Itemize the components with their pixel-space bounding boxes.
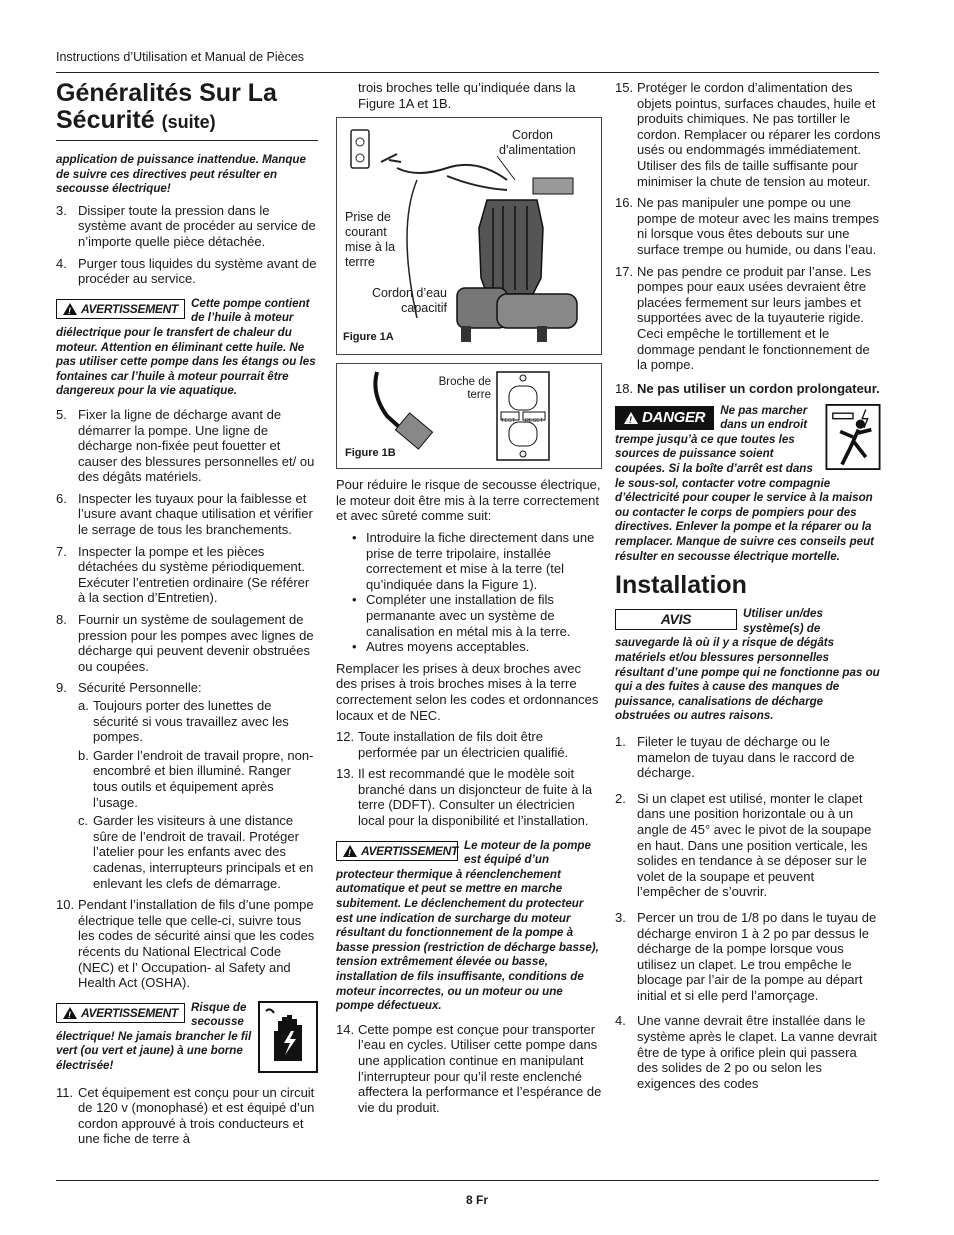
footer-rule xyxy=(56,1180,879,1181)
list-item: 6. Inspecter les tuyaux pour la faiblesse et l’usure avant chaque utilisation et vérifier le serrage de tous les branchements. xyxy=(56,490,313,538)
warning-triangle-icon xyxy=(624,412,638,424)
sublist-item: a. Toujours porter des lunettes de sécurité si vous travaillez avec les pompes. xyxy=(78,698,289,745)
warning-block-thermal: ! AVERTISSEMENT Le moteur de la pompe est équipé d’un protecteur thermique à réenclenchement automatique et peut se mettre en marche subitement. Le déclenchement du protecteur est une indication de surcharge du moteur résultant du fonctionnement de la pompe à basse pression (restriction de décharge basse), tension extrêmement élevée ou basse, installation de fils insuffisante, conditions de moteur incorrectes, ou un moteur ou une pompe défectueux. xyxy=(336,839,602,1014)
warning-triangle-icon xyxy=(63,1007,77,1019)
list-item: 3. Dissiper toute la pression dans le système avant de procéder au service de n’importe quelle pièce détachée. xyxy=(56,202,316,249)
list-item: 17. Ne pas pendre ce produit par l’anse. Les pompes pour eaux usées devraient être placées fermement sur leurs jambes et supportées avec de la tuyauterie rigide. Ceci empêche le tortillement et le dommage pendant le fonctionnement de la pompe. xyxy=(615,263,872,373)
warning-triangle-icon xyxy=(63,303,77,315)
running-header: Instructions d’Utilisation et Manual de Pièces xyxy=(56,50,305,64)
list-item: 4. Une vanne devrait être installée dans le système après le clapet. La vanne devrait être de type à orifice plein qui passera des solides de 2 po ou selon les exigences des codes xyxy=(615,1013,877,1091)
sublist-item: b. Garder l’endroit de travail propre, non-encombré et bien illuminé. Ranger tous outils et équipement après l’usage. xyxy=(78,747,314,810)
section-rule xyxy=(56,140,318,141)
list-item: 11. Cet équipement est conçu pour un circuit de 120 v (monophasé) et est équipé d’un cordon approuvé à trois conducteurs et une fiche de terre à xyxy=(56,1084,315,1147)
list-item: 15. Protéger le cordon d’alimentation des objets pointus, surfaces chaudes, huile et produits chimiques. Ne pas tortiller le cordon. Remplacer ou réparer les cordons usés ou endommagés immédiatement. Utiliser des fils de taille suffisante pour minimiser la chute de tension au moteur. xyxy=(615,80,881,189)
list-item: 16. Ne pas manipuler une pompe ou une pompe de moteur avec les mains trempes ni lorsque vous êtes debouts sur une surface trempe ou humide, ou dans l’eau. xyxy=(615,195,880,257)
section-heading: Généralités Sur La Sécurité (suite) xyxy=(56,79,277,134)
sublist-item: c. Garder les visiteurs à une distance sûre de l’endroit de travail. Protéger l’atelier pour les enfants avec des cadenas, interrupteurs principals et en enlevant les clefs de démarrage. xyxy=(78,813,314,891)
warning-badge: ! AVERTISSEMENT xyxy=(336,841,458,862)
list-item: 13. Il est recommandé que le modèle soit branché dans un disjoncteur de fuite à la terre (DDFT). Consulter un électricien local pour la disponibilité et l’installation. xyxy=(336,766,593,829)
avis-badge: AVIS xyxy=(615,609,737,630)
list-item: 14. Cette pompe est conçue pour transporter l’eau en cycles. Utiliser cette pompe dans une application continue en manipulant l’interrupteur pour qu’il reste enclenché affectera la performance et l’espérance de vie du produit. xyxy=(336,1021,602,1115)
warning-block-oil: ! AVERTISSEMENT Cette pompe contient de l’huile à moteur diélectrique pour le transfert de chaleur du moteur. Attention en éliminant cette huile. Ne pas utiliser cette pompe dans les étangs ou les fontaines car l’huile à moteur pourrait être dangereux pour la vie aquatique. xyxy=(56,297,318,399)
installation-list xyxy=(615,734,881,1091)
label-prise: Prise de courant mise à la terrre xyxy=(345,210,396,270)
list-item: 9. Sécurité Personnelle: a. Toujours porter des lunettes de sécurité si vous travaillez avec les pompes. b. Garder l’endroit de travail propre, non-encombré et bien illuminé. Ranger tous outils et équipement après l’usage. c. Garder les visiteurs à une distance sûre de l’endroit de travail. Protéger l’atelier pour les enfants avec des cadenas, interrupteurs principals et en enlevant les clefs de démarrage. xyxy=(56,680,318,891)
figure-1b xyxy=(336,363,602,469)
label-capacitif: Cordon d’eau capacitif xyxy=(371,286,447,316)
figure-1a-caption: Figure 1A xyxy=(343,331,394,344)
list-item: 7. Inspecter la pompe et les pièces détachées du système périodiquement. Exécuter l’entretien ordinaire (Se référer à la section d’Entretien). xyxy=(56,543,310,606)
warning-block-shock: ! AVERTISSEMENT Risque de secousse électrique! Ne jamais brancher le fil vert (ou vert et jaune) à une borne électrisée! xyxy=(56,1001,318,1077)
grounding-bullets xyxy=(336,530,602,655)
reset-label: RESET xyxy=(525,418,544,425)
label-cordon: Cordon d'alimentation xyxy=(499,128,576,158)
list-item: 18. Ne pas utiliser un cordon prolongateur. xyxy=(615,380,880,396)
label-broche: Broche de terre xyxy=(438,376,491,402)
continued-text: trois broches telle qu’indiquée dans la Figure 1A et 1B. xyxy=(358,80,576,111)
test-label: TEST xyxy=(501,418,516,425)
list-item: 4. Purger tous liquides du système avant de procéder au service. xyxy=(56,255,317,287)
avis-block: AVIS Utiliser un/des système(s) de sauvegarde là où il y a risque de dégâts matériels et/ou blessures personnelles résultant d’une pompe qui ne fonctionne pas ou qui a des fuites à cause des manques de puissance, canalisations de décharge obstruées ou autres raisons. xyxy=(615,607,880,723)
list-item: 10. Pendant l’installation de fils d’une pompe électrique telle que celle-ci, suivre tous les codes de sécurité ainsi que les codes récents du National Electrical Code (NEC) et l’ Occupation- al Safety and Health Act (OSHA). xyxy=(56,897,315,991)
list-item: 3. Percer un trou de 1/8 po dans le tuyau de décharge environ 1 à 2 po par dessus le décharge de la pompe lorsque vous utilisez un clapet. Le trou empêche le blocage par l’air de la pompe au départ initial et si elle perd l’amorçage. xyxy=(615,909,877,1003)
list-item: 2. Si un clapet est utilisé, monter le clapet dans une position horizontale ou à un angle de 45° avec le pivot de la soupape en haut. Dans une position verticale, les solides en tendance à se déposer sur le volet de la soupape et peuvent l’empêcher de s’ouvrir. xyxy=(615,790,872,900)
safety-list-b xyxy=(56,407,318,991)
figure-1a xyxy=(336,117,602,355)
figure-1b-caption: Figure 1B xyxy=(345,447,396,460)
header-rule xyxy=(56,72,879,73)
grounding-paragraph: Pour réduire le risque de secousse électrique, le moteur doit être mis à la terre correctement et avec sûreté comme suit: xyxy=(336,477,601,524)
warning-triangle-icon xyxy=(343,845,357,857)
electric-shock-hand-icon xyxy=(258,1001,318,1073)
warning-badge: ! AVERTISSEMENT xyxy=(56,1003,185,1024)
danger-badge: ! DANGER xyxy=(615,406,714,431)
danger-block: ! DANGER Ne pas marcher dans un endroit trempe jusqu’à ce que toutes les sources de puissance soient coupées. Si la boîte d’arrêt est dans le sous-sol, contacter votre compagnie d’électricité pour couper le service à la maison ou contacter le corps de pompiers pour des directives. Enlever la pompe et la réparer ou la remplacer. Manque de suivre ces conseils peut résulter en secousse électrique mortelle. xyxy=(615,404,881,565)
list-item: 8. Fournir un système de soulagement de pression pour les pompes avec lignes de décharge qui peuvent devenir obstruées ou coupées. xyxy=(56,612,314,674)
bullet-item: • Introduire la fiche directement dans une prise de terre tripolaire, installée correctement et mise à la terre (tel qu’indiquée dans la Figure 1). xyxy=(336,530,602,592)
page-number: 8 Fr xyxy=(465,1193,488,1207)
replace-outlets-paragraph: Remplacer les prises à deux broches avec des prises à trois broches mises à la terre correctement selon les codes et ordonnances locaux et de NEC. xyxy=(336,660,599,723)
list-item: 1. Fileter le tuyau de décharge ou le mamelon de tuyau dans le raccord de décharge. xyxy=(615,733,855,781)
column-3 xyxy=(615,80,881,1097)
electrocution-person-icon xyxy=(825,404,881,470)
warning-badge: ! AVERTISSEMENT xyxy=(56,299,185,320)
safety-list-d xyxy=(336,729,602,829)
column-1 xyxy=(56,80,318,1153)
safety-list-e xyxy=(336,1022,602,1116)
bullet-item: • Compléter une installation de fils permanante avec un système de canalisation en métal mis à la terre. xyxy=(336,592,602,639)
bullet-item: • Autres moyens acceptables. xyxy=(336,639,602,655)
safety-list-c xyxy=(56,1085,318,1147)
installation-heading: Installation xyxy=(615,571,747,600)
list-item: 5. Fixer la ligne de décharge avant de démarrer la pompe. Une ligne de décharge non-fixée peut fouetter et causer des blessures personnelles et/ ou des dégâts matériels. xyxy=(56,406,315,485)
safety-list-f xyxy=(615,80,881,398)
personal-safety-sublist xyxy=(78,698,318,891)
column-2 xyxy=(336,80,602,1121)
list-item: 12. Toute installation de fils doit être performée par un électricien qualifié. xyxy=(336,729,569,760)
safety-list-a xyxy=(56,203,318,287)
intro-warning-text: application de puissance inattendue. Manque de suivre ces directives peut résulter en secousse électrique! xyxy=(56,153,306,196)
